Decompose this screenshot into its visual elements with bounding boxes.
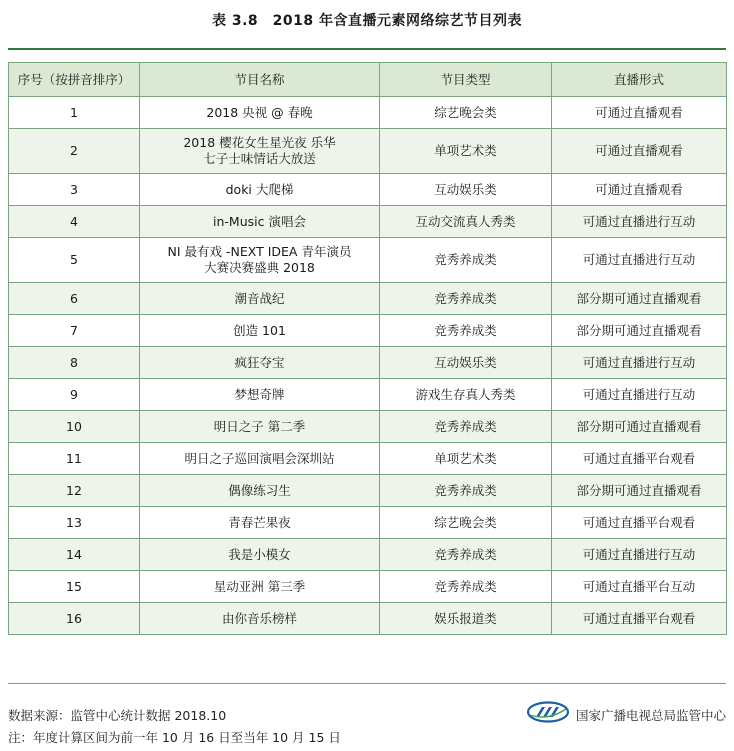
cell-name bbox=[140, 315, 380, 347]
table-row bbox=[9, 507, 727, 539]
table-row bbox=[9, 603, 727, 635]
cell-type: 竞秀养成类 bbox=[380, 283, 552, 315]
cell-seq: 5 bbox=[9, 238, 140, 283]
cell-type: 娱乐报道类 bbox=[380, 603, 552, 635]
program-name-line: 青春芒果夜 bbox=[228, 514, 291, 530]
cell-seq: 13 bbox=[9, 507, 140, 539]
cell-name bbox=[140, 539, 380, 571]
cell-seq: 12 bbox=[9, 475, 140, 507]
program-name-line: 七子士味情话大放送 bbox=[203, 151, 316, 166]
cell-name bbox=[140, 283, 380, 315]
cell-type: 竞秀养成类 bbox=[380, 238, 552, 283]
cell-name bbox=[140, 475, 380, 507]
program-table bbox=[8, 62, 727, 635]
cell-seq: 14 bbox=[9, 539, 140, 571]
cell-live: 可通过直播平台观看 bbox=[552, 507, 727, 539]
cell-live: 部分期可通过直播观看 bbox=[552, 411, 727, 443]
cell-name bbox=[140, 411, 380, 443]
cell-type: 竞秀养成类 bbox=[380, 539, 552, 571]
table-row bbox=[9, 411, 727, 443]
table-body bbox=[9, 97, 727, 635]
cell-seq: 8 bbox=[9, 347, 140, 379]
program-name-line: 我是小模女 bbox=[228, 546, 291, 562]
table-title: 表 3.8 2018 年含直播元素网络综艺节目列表 bbox=[211, 13, 522, 29]
cell-type: 竞秀养成类 bbox=[380, 315, 552, 347]
cell-type: 互动娱乐类 bbox=[380, 174, 552, 206]
cell-name bbox=[140, 347, 380, 379]
program-name-line: 潮音战纪 bbox=[234, 290, 285, 306]
cell-live: 部分期可通过直播观看 bbox=[552, 315, 727, 347]
cell-name bbox=[140, 603, 380, 635]
cell-name bbox=[140, 443, 380, 475]
cell-type: 游戏生存真人秀类 bbox=[380, 379, 552, 411]
cell-seq: 2 bbox=[9, 129, 140, 174]
program-name-line: 2018 樱花女生星光夜 乐华 bbox=[183, 135, 336, 150]
cell-seq: 9 bbox=[9, 379, 140, 411]
cell-type: 竞秀养成类 bbox=[380, 475, 552, 507]
table-row bbox=[9, 238, 727, 283]
cell-name bbox=[140, 206, 380, 238]
cell-live: 可通过直播平台观看 bbox=[552, 443, 727, 475]
cell-seq: 3 bbox=[9, 174, 140, 206]
program-name-line: 由你音乐榜样 bbox=[221, 610, 297, 626]
table-row bbox=[9, 379, 727, 411]
header-live: 直播形式 bbox=[552, 63, 727, 97]
header-seq: 序号（按拼音排序） bbox=[9, 63, 140, 97]
program-name-line: 梦想奇牌 bbox=[234, 386, 285, 402]
cell-live: 可通过直播平台互动 bbox=[552, 571, 727, 603]
cell-name bbox=[140, 174, 380, 206]
cell-name bbox=[140, 571, 380, 603]
cell-name bbox=[140, 379, 380, 411]
program-name-line: 明日之子巡回演唱会深圳站 bbox=[184, 450, 335, 466]
table-row bbox=[9, 571, 727, 603]
cell-type: 竞秀养成类 bbox=[380, 571, 552, 603]
cell-type: 竞秀养成类 bbox=[380, 411, 552, 443]
table-header-row bbox=[9, 63, 727, 97]
program-name-line: 疯狂夺宝 bbox=[234, 354, 285, 370]
cell-live: 可通过直播观看 bbox=[552, 129, 727, 174]
table-row bbox=[9, 97, 727, 129]
table-row bbox=[9, 315, 727, 347]
cell-name bbox=[140, 507, 380, 539]
cell-live: 可通过直播观看 bbox=[552, 97, 727, 129]
cell-live: 可通过直播进行互动 bbox=[552, 347, 727, 379]
program-name-line: 明日之子 第二季 bbox=[213, 418, 306, 434]
program-name-line: doki 大爬梯 bbox=[225, 181, 294, 197]
data-source: 数据来源：监管中心统计数据 2018.10 bbox=[8, 708, 227, 723]
cell-seq: 7 bbox=[9, 315, 140, 347]
header-name: 节目名称 bbox=[140, 63, 380, 97]
cell-live: 可通过直播进行互动 bbox=[552, 539, 727, 571]
cell-live: 可通过直播平台观看 bbox=[552, 603, 727, 635]
program-name-line: NI 最有戏 -NEXT IDEA 青年演员 bbox=[167, 244, 352, 259]
table-row bbox=[9, 475, 727, 507]
program-name-line: 2018 央视 @ 春晚 bbox=[206, 104, 313, 120]
program-name-line: 大赛决赛盛典 2018 bbox=[204, 260, 315, 275]
cell-live: 部分期可通过直播观看 bbox=[552, 475, 727, 507]
organization-name: 国家广播电视总局监管中心 bbox=[576, 708, 727, 723]
cell-type: 互动交流真人秀类 bbox=[380, 206, 552, 238]
cell-live: 可通过直播进行互动 bbox=[552, 206, 727, 238]
cell-seq: 16 bbox=[9, 603, 140, 635]
cell-seq: 15 bbox=[9, 571, 140, 603]
cell-live: 可通过直播进行互动 bbox=[552, 238, 727, 283]
cell-name bbox=[140, 97, 380, 129]
cell-live: 可通过直播观看 bbox=[552, 174, 727, 206]
cell-type: 综艺晚会类 bbox=[380, 97, 552, 129]
cell-type: 互动娱乐类 bbox=[380, 347, 552, 379]
cell-name bbox=[140, 238, 380, 283]
cell-name bbox=[140, 129, 380, 174]
bottom-rule bbox=[8, 683, 726, 684]
table-row bbox=[9, 283, 727, 315]
cell-seq: 11 bbox=[9, 443, 140, 475]
table-row bbox=[9, 129, 727, 174]
cell-type: 单项艺术类 bbox=[380, 129, 552, 174]
program-name-line: 星动亚洲 第三季 bbox=[213, 578, 306, 594]
table-row bbox=[9, 206, 727, 238]
cell-type: 单项艺术类 bbox=[380, 443, 552, 475]
cell-seq: 4 bbox=[9, 206, 140, 238]
cell-live: 可通过直播进行互动 bbox=[552, 379, 727, 411]
table-row bbox=[9, 347, 727, 379]
header-type: 节目类型 bbox=[380, 63, 552, 97]
program-name-line: in-Music 演唱会 bbox=[213, 213, 306, 229]
cell-type: 综艺晚会类 bbox=[380, 507, 552, 539]
cell-seq: 10 bbox=[9, 411, 140, 443]
footnote: 注：年度计算区间为前一年 10 月 16 日至当年 10 月 15 日 bbox=[8, 730, 341, 745]
table-row bbox=[9, 174, 727, 206]
table-row bbox=[9, 539, 727, 571]
cell-live: 部分期可通过直播观看 bbox=[552, 283, 727, 315]
top-rule bbox=[8, 48, 726, 50]
sarft-monitoring-logo-icon bbox=[526, 701, 570, 723]
cell-seq: 1 bbox=[9, 97, 140, 129]
table-row bbox=[9, 443, 727, 475]
cell-seq: 6 bbox=[9, 283, 140, 315]
program-name-line: 创造 101 bbox=[233, 322, 286, 338]
program-name-line: 偶像练习生 bbox=[228, 482, 291, 498]
